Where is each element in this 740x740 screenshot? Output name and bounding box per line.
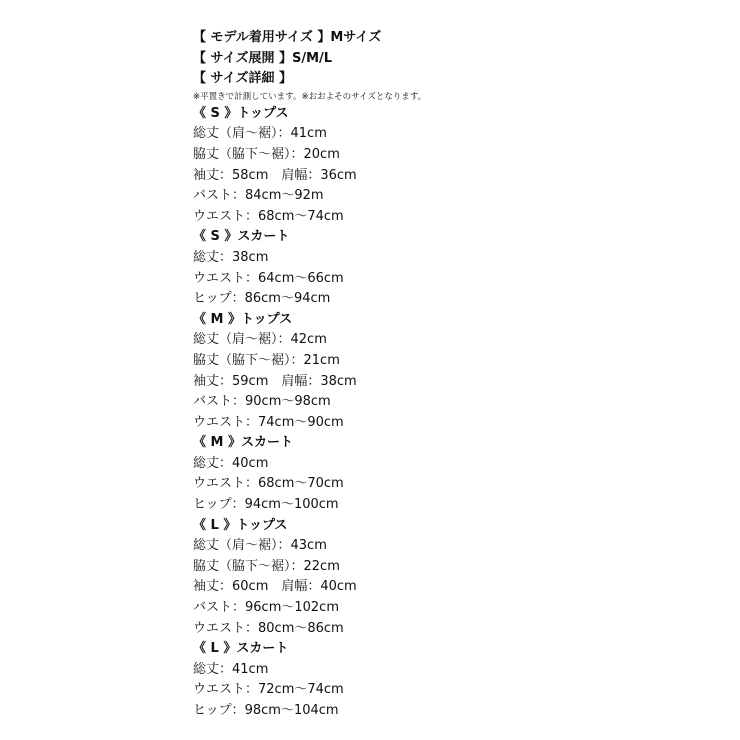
measure-row: ヒップ：86cm〜94cm bbox=[193, 291, 331, 307]
section-title-m-skirt: 《 M 》スカート bbox=[193, 435, 293, 451]
measure-row: ウエスト：72cm〜74cm bbox=[193, 682, 344, 698]
measure-row: バスト：90cm〜98cm bbox=[193, 394, 331, 410]
measure-row: 脇丈（脇下〜裾）：20cm bbox=[193, 146, 340, 162]
measure-row: 袖丈：60cm 肩幅：40cm bbox=[193, 579, 357, 595]
size-chart bbox=[193, 28, 713, 722]
measure-row: バスト：96cm〜102cm bbox=[193, 600, 339, 616]
section-title-m-tops: 《 M 》トップス bbox=[193, 311, 293, 327]
measure-row: 総丈（肩〜裾）：41cm bbox=[193, 126, 327, 142]
measure-row: ウエスト：68cm〜74cm bbox=[193, 208, 344, 224]
measure-row: 総丈（肩〜裾）：43cm bbox=[193, 538, 327, 554]
measure-row: ヒップ：98cm〜104cm bbox=[193, 703, 339, 718]
measure-row: ウエスト：80cm〜86cm bbox=[193, 620, 344, 636]
section-title-l-skirt: 《 L 》スカート bbox=[193, 641, 289, 657]
measure-row: ヒップ：94cm〜100cm bbox=[193, 497, 339, 513]
model-size-heading: 【 モデル着用サイズ 】Mサイズ bbox=[193, 30, 382, 45]
measure-row: ウエスト：68cm〜70cm bbox=[193, 476, 344, 492]
measure-row: 袖丈：59cm 肩幅：38cm bbox=[193, 373, 357, 389]
size-detail-heading: 【 サイズ詳細 】 bbox=[193, 71, 293, 87]
measure-row: 総丈：41cm bbox=[193, 661, 269, 677]
measure-row: 総丈：38cm bbox=[193, 249, 269, 265]
measure-row: バスト：84cm〜92m bbox=[193, 188, 324, 204]
measure-row: ウエスト：74cm〜90cm bbox=[193, 414, 344, 430]
measure-row: 脇丈（脇下〜裾）：21cm bbox=[193, 352, 340, 368]
measure-row: 脇丈（脇下〜裾）：22cm bbox=[193, 558, 340, 574]
measure-row: 袖丈：58cm 肩幅：36cm bbox=[193, 167, 357, 183]
section-title-s-tops: 《 S 》トップス bbox=[193, 105, 289, 121]
measure-row: ウエスト：64cm〜66cm bbox=[193, 270, 344, 286]
measure-row: 総丈（肩〜裾）：42cm bbox=[193, 332, 327, 348]
size-range-heading: 【 サイズ展開 】S/M/L bbox=[193, 50, 333, 66]
section-title-s-skirt: 《 S 》スカート bbox=[193, 229, 290, 245]
section-title-l-tops: 《 L 》トップス bbox=[193, 517, 288, 533]
measure-row: 総丈：40cm bbox=[193, 455, 269, 471]
measurement-note: ※平置きで計測しています。※おおよそのサイズとなります。 bbox=[193, 91, 427, 102]
